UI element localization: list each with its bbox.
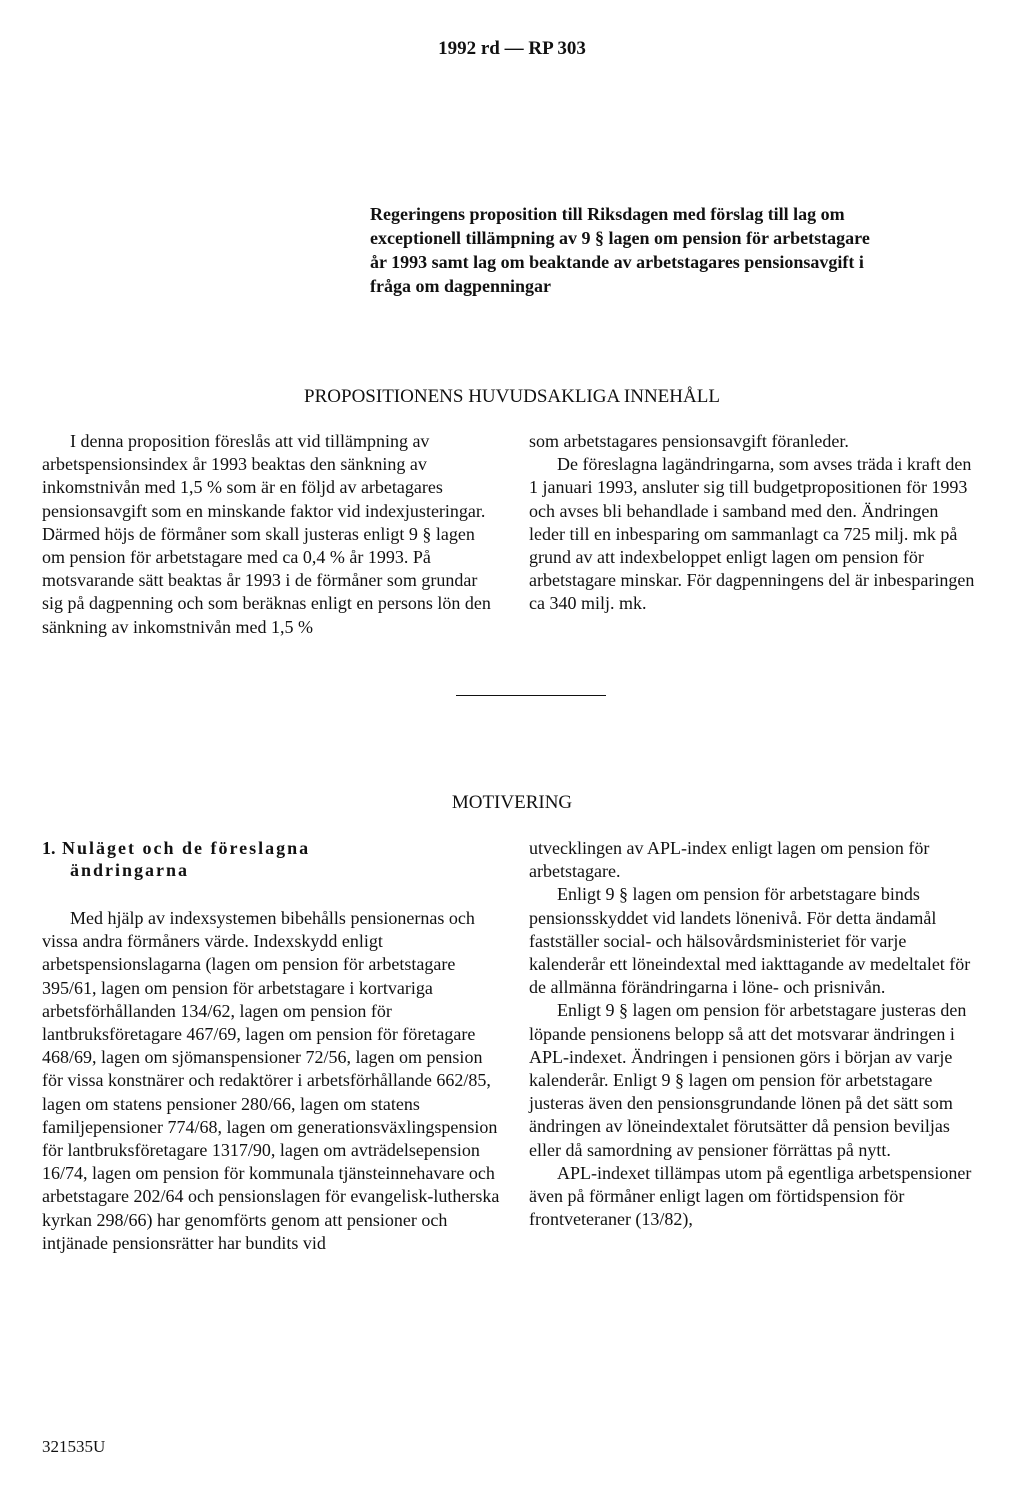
section-divider [456,695,606,696]
section-title-line: ändringarna [70,860,190,880]
document-code: 321535U [42,1437,106,1456]
section-1-heading [42,837,500,881]
title-line: år 1993 samt lag om beaktande av arbetstagares pensionsavgift i [370,252,864,272]
summary-paragraph: I denna proposition föreslås att vid tillämpning av arbetspensionsindex år 1993 beaktas den sänkning av inkomstnivån med 1,5 % som är en följd av arbetagares pensionsavgift som en minskande faktor vid indexjusteringar. Därmed höjs de förmåner som skall justeras enligt 9 § lagen om pension för arbetstagare med ca 0,4 % år 1993. På motsvarande sätt beaktas år 1993 i de förmåner som grundar sig på dagpenning och som beräknas enligt en persons lön den sänkning av inkomstnivån med 1,5 % [42,431,491,637]
motivation-paragraph: utvecklingen av APL-index enligt lagen om pension för arbetstagare. [529,838,930,882]
motivation-heading: MOTIVERING [451,792,573,813]
summary-paragraph: De föreslagna lagändringarna, som avses träda i kraft den 1 januari 1993, ansluter sig till budgetpropositionen för 1993 och avses bli behandlade i samband med den. Ändringen leder till en inbesparing om sammanlagt ca 725 milj. mk på grund av att indexbeloppet enligt lagen om pension för arbetstagare minskar. För dagpenningens del är inbesparingen ca 340 milj. mk. [529,454,975,614]
motivation-paragraph: Med hjälp av indexsystemen bibehålls pensionernas och vissa andra förmåners värde. Indexskydd enligt arbetspensionslagarna (lagen om pension för arbetstagare 395/61, lagen om pension för arbetstagare i kortvariga arbetsförhållanden 134/62, lagen om pension för lantbruksföretagare 467/69, lagen om pension för företagare 468/69, lagen om sjömanspensioner 72/56, lagen om pension för vissa konstnärer och redaktörer i arbetsförhållande 662/85, lagen om statens pensioner 280/66, lagen om statens familjepensioner 774/68, lagen om generationsväxlingspension för lantbruksföretagare 1317/90, lagen om avträdelsepension 16/74, lagen om pension för kommunala tjänsteinnehavare och arbetstagare 202/64 och pensionslagen för evangelisk-lutherska kyrkan 298/66) har genomförts genom att pensioner och intjänade pensionsrätter har bundits vid [42,908,500,1253]
summary-heading: PROPOSITIONENS HUVUDSAKLIGA INNEHÅLL [304,386,720,407]
title-line: Regeringens proposition till Riksdagen med förslag till lag om [370,204,845,224]
motivation-paragraph: APL-indexet tillämpas utom på egentliga arbetspensioner även på förmåner enligt lagen om förtidspension för frontveteraner (13/82), [529,1162,972,1230]
motivation-paragraph: Enligt 9 § lagen om pension för arbetstagare justeras den löpande pensionens belopp så att det motsvarar ändringen i APL-indexet. Ändringen i pensionen görs i början av varje kalenderår. Enligt 9 § lagen om pension för arbetstagare justeras även den pensionsgrundande lönen på det sätt som ändringen av löneindextalet förutsätter då pension beviljas eller då samordning av pensioner förrättas på nytt. [529,1000,967,1160]
summary-right-column [529,430,977,616]
motivation-paragraph: Enligt 9 § lagen om pension för arbetstagare binds pensionsskyddet vid landets lönenivå. För detta ändamål fastställer social- och hälsovårdsministeriet för varje kalenderår ett löneindextal med iakttagande av medeltalet för de allmänna förändringarna i löne- och prisnivån. [529,884,971,998]
motivation-right-column [529,837,977,1231]
title-line: fråga om dagpenningar [370,276,552,296]
proposition-title [370,202,992,298]
title-line: exceptionell tillämpning av 9 § lagen om pension för arbetstagare [370,228,870,248]
motivation-left-column [42,837,500,1255]
page-header: 1992 rd — RP 303 [438,38,586,59]
summary-left-column [42,430,500,639]
summary-paragraph: som arbetstagares pensionsavgift föranleder. [529,431,849,451]
section-number: 1. [42,838,56,858]
section-title-line: Nuläget och de föreslagna [62,838,311,858]
